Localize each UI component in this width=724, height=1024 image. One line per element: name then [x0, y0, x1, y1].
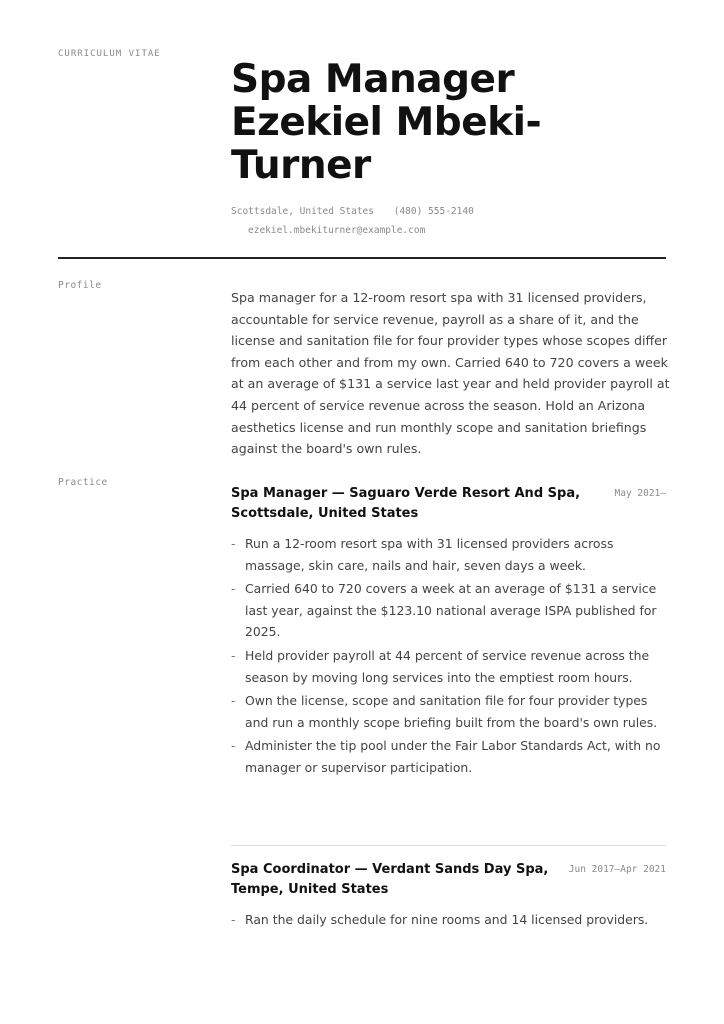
location-text: Scottsdale, United States — [231, 206, 374, 217]
phone-text: (480) 555-2140 — [393, 206, 474, 217]
profile-section-label: Profile — [58, 280, 102, 291]
title-line: Ezekiel Mbeki- — [231, 100, 542, 145]
email-text: ezekiel.mbekiturner@example.com — [248, 225, 426, 236]
list-item — [231, 578, 666, 643]
title-line: Spa Manager — [231, 57, 515, 102]
bullet-text: Run a 12-room resort spa with 31 licensed providers across massage, skin care, nails and hair, seven days a week. — [245, 536, 614, 573]
job-entry — [231, 860, 666, 933]
practice-section-label: Practice — [58, 477, 108, 488]
bullet-text: Held provider payroll at 44 percent of service revenue across the season by moving long services into the emptiest room hours. — [245, 647, 650, 685]
bullet-dash: - — [231, 536, 236, 551]
bullet-text: Administer the tip pool under the Fair Labor Standards Act, with no manager or supervisor participation. — [245, 738, 661, 775]
bullet-dash: - — [231, 581, 236, 597]
list-item — [231, 533, 666, 576]
job-title: Spa Manager — Saguaro Verde Resort And Spa, Scottsdale, United States — [231, 486, 581, 521]
job-dates: Jun 2017–Apr 2021 — [568, 864, 666, 875]
job-bullets — [231, 909, 666, 931]
profile-summary: Spa manager for a 12-room resort spa with 31 licensed providers, accountable for service revenue, payroll as a share of it, and the license and sanitation file for four provider types whose scopes differ from each other and from my own. Carried 640 to 720 covers a week at an average of $131 a service last year and held provider payroll at 44 percent of service revenue across the season. Hold an Arizona aesthetics license and run monthly scope and sanitation briefings against the board's own rules. — [231, 290, 670, 457]
bullet-dash: - — [231, 693, 236, 709]
document-kicker: CURRICULUM VITAE — [58, 49, 161, 59]
page-title — [231, 58, 671, 187]
title-line: Turner — [231, 143, 371, 188]
list-item — [231, 645, 666, 688]
job-entry — [231, 484, 666, 781]
bullet-dash: - — [231, 647, 236, 663]
job-title: Spa Coordinator — Verdant Sands Day Spa, Tempe, United States — [231, 862, 549, 897]
list-item — [231, 735, 666, 778]
bullet-text: Own the license, scope and sanitation file for four provider types and run a monthly scope briefing built from the board's own rules. — [245, 693, 658, 730]
job-divider — [231, 845, 666, 846]
bullet-text: Ran the daily schedule for nine rooms and 14 licensed providers. — [245, 912, 649, 927]
job-dates: May 2021– — [614, 488, 666, 499]
contact-block — [231, 202, 671, 240]
bullet-text: Carried 640 to 720 covers a week at an average of $131 a service last year, against the $123.10 national average ISPA published for 2025. — [245, 581, 657, 640]
list-item — [231, 909, 666, 931]
header-divider — [58, 257, 666, 259]
list-item — [231, 690, 666, 733]
bullet-dash: - — [231, 738, 236, 754]
bullet-dash: - — [231, 912, 236, 927]
job-bullets — [231, 533, 666, 779]
